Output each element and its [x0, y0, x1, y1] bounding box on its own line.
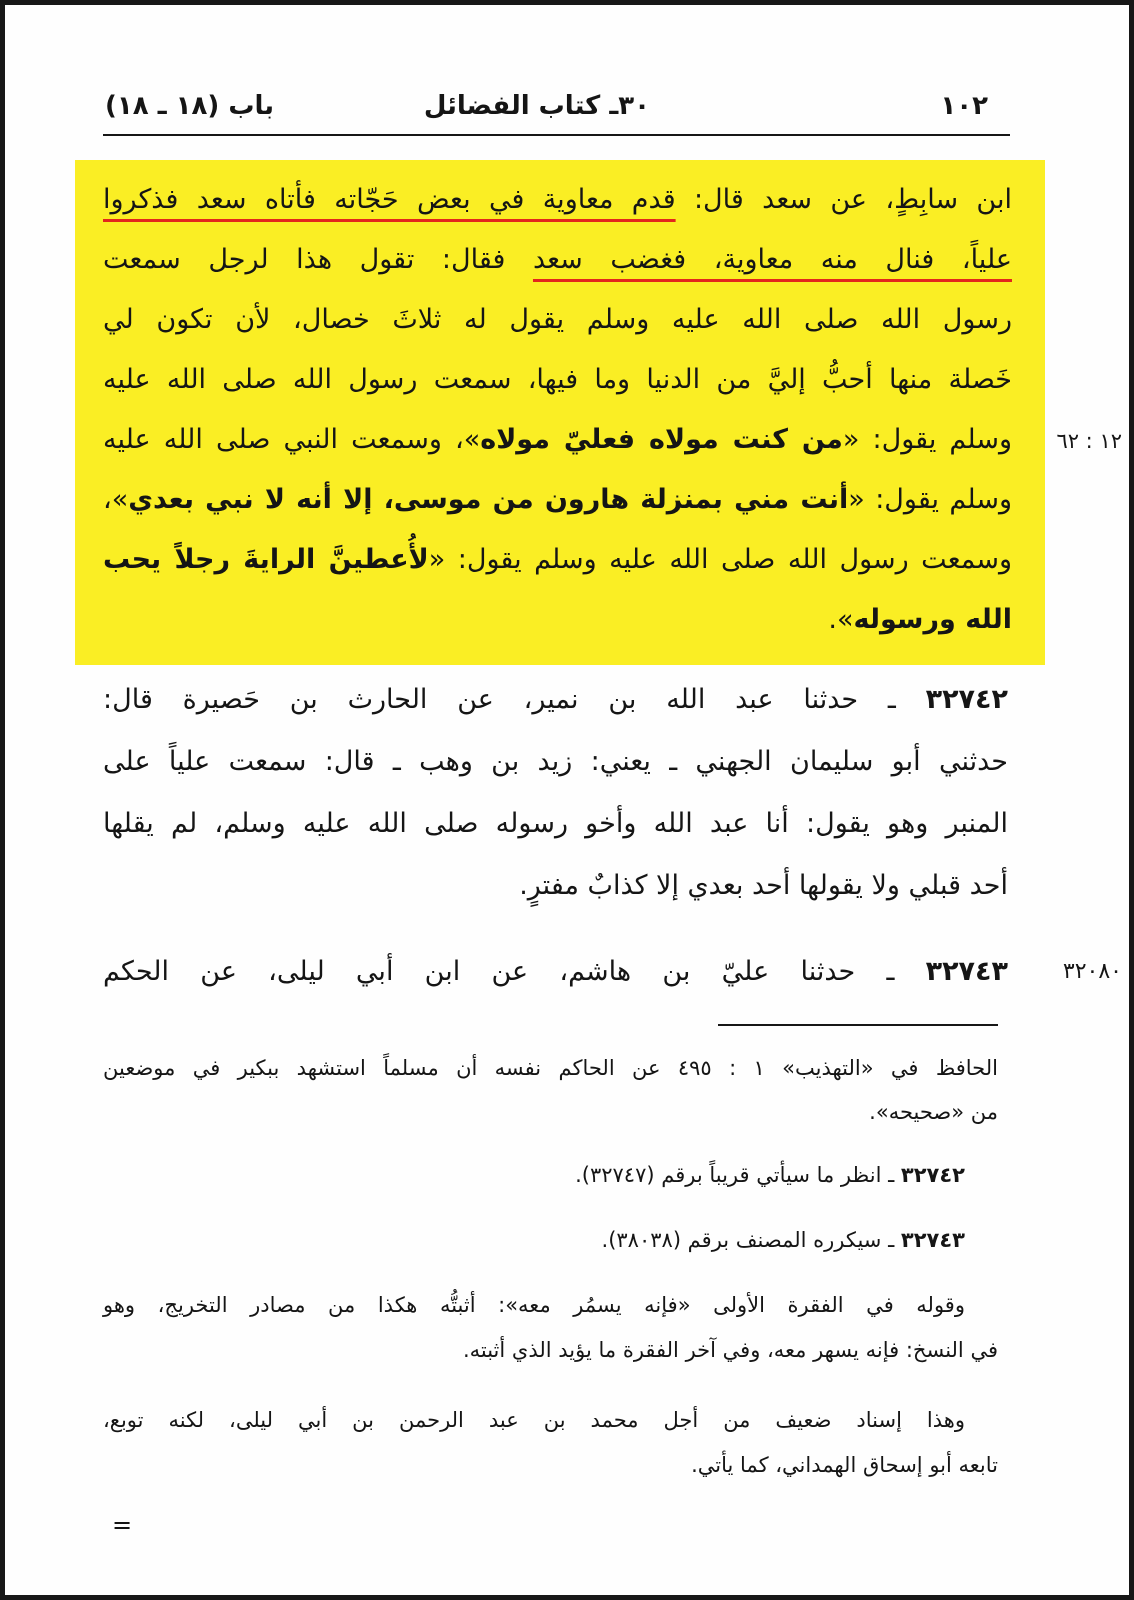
continued-marker: = [112, 1511, 133, 1539]
hadith-32743-paragraph [103, 941, 1008, 1003]
page-header [103, 84, 1010, 128]
quoted-text: من كنت مولاه فعليّ مولاه [480, 424, 843, 455]
quoted-text: لأُعطينَّ الرايةَ رجلاً يحب [103, 544, 429, 575]
chapter-label: باب (١٨ ـ ١٨) [105, 91, 274, 121]
hadith-number: ٣٢٧٤٢ [925, 684, 1008, 715]
passage-line [103, 290, 1012, 350]
quoted-text: الله ورسوله [853, 604, 1012, 635]
passage-text: وسمعت رسول الله صلى الله عليه وسلم يقول: « [428, 544, 1012, 575]
passage-text: رسول الله صلى الله عليه وسلم يقول له ثلاثَ خصال، لأن تكون لي [103, 304, 1012, 335]
footnote-number: ٣٢٧٤٢ [900, 1163, 965, 1187]
margin-volume-page-ref: ١٢ : ٦٢ [1056, 429, 1122, 453]
footnote-continuation [103, 1046, 998, 1134]
hadith-line: أحد قبلي ولا يقولها أحد بعدي إلا كذابٌ مفترٍ. [519, 870, 1008, 901]
underlined-text: علياً، فنال منه معاوية، فغضب سعد [532, 244, 1012, 275]
footnote-line: من «صحيحه». [869, 1100, 998, 1124]
hadith-32742-paragraph [103, 669, 1008, 917]
footnote-line: الحافظ في «التهذيب» ١ : ٤٩٥ عن الحاكم نفسه أن مسلماً استشهد ببكير في موضعين [103, 1056, 998, 1080]
hadith-number: ٣٢٧٤٣ [925, 956, 1008, 987]
footnote-32743 [103, 1218, 998, 1262]
margin-cross-reference: ٣٢٠٨٠ [1062, 959, 1122, 984]
hadith-line: حدثني أبو سليمان الجهني ـ يعني: زيد بن وهب ـ قال: سمعت علياً على [103, 746, 1008, 777]
footnote-remark-wording [103, 1283, 998, 1373]
hadith-line [103, 941, 1008, 1003]
passage-line [103, 530, 1012, 590]
hadith-text: ـ حدثنا عبد الله بن نمير، عن الحارث بن حَصيرة قال: [103, 684, 926, 715]
footnote-32742 [103, 1153, 998, 1197]
hadith-line: المنبر وهو يقول: أنا عبد الله وأخو رسوله صلى الله عليه وسلم، لم يقلها [103, 808, 1008, 839]
footnote-number: ٣٢٧٤٣ [900, 1228, 965, 1252]
passage-text: ابن سابِطٍ، عن سعد قال: [675, 184, 1012, 215]
passage-text: »، وسمعت النبي صلى الله عليه [103, 424, 481, 455]
passage-text: فقال: تقول هذا لرجل سمعت [103, 244, 533, 275]
footnote-line: تابعه أبو إسحاق الهمداني، كما يأتي. [691, 1453, 998, 1477]
page-number: ١٠٢ [940, 91, 988, 121]
highlighted-passage [103, 170, 1012, 650]
book-title: ٣٠ـ كتاب الفضائل [423, 91, 650, 121]
passage-line [103, 410, 1012, 470]
hadith-line [103, 669, 1008, 731]
passage-line [103, 230, 1012, 290]
underlined-text: قدم معاوية في بعض حَجّاته فأتاه سعد فذكروا [103, 184, 676, 215]
passage-line [103, 170, 1012, 230]
passage-text: وسلم يقول: « [848, 484, 1012, 515]
passage-text: وسلم يقول: « [842, 424, 1012, 455]
footnote-remark-isnad [103, 1398, 998, 1488]
hadith-text: ـ حدثنا عليّ بن هاشم، عن ابن أبي ليلى، عن الحكم [103, 956, 926, 987]
footnote-line: في النسخ: فإنه يسهر معه، وفي آخر الفقرة ما يؤيد الذي أثبته. [462, 1338, 998, 1362]
footnote-line [103, 1218, 998, 1262]
header-rule [103, 134, 1010, 136]
passage-line [103, 350, 1012, 410]
passage-text: خَصلة منها أحبُّ إليَّ من الدنيا وما فيها، سمعت رسول الله صلى الله عليه [103, 364, 1012, 395]
footnote-text: ـ سيكرره المصنف برقم (٣٨٠٣٨). [601, 1228, 901, 1252]
quoted-text: أنت مني بمنزلة هارون من موسى، إلا أنه لا نبي بعدي [128, 484, 849, 515]
passage-text: ». [828, 604, 854, 635]
passage-line [103, 470, 1012, 530]
footnote-line: وقوله في الفقرة الأولى «فإنه يسمُر معه»: أثبتُّه هكذا من مصادر التخريج، وهو [103, 1293, 965, 1317]
footnote-text: ـ انظر ما سيأتي قريباً برقم (٣٢٧٤٧). [575, 1163, 901, 1187]
footnote-line [103, 1153, 998, 1197]
footnote-line: وهذا إسناد ضعيف من أجل محمد بن عبد الرحمن بن أبي ليلى، لكنه توبع، [103, 1408, 965, 1432]
footnote-separator [718, 1024, 998, 1026]
passage-text: »، [103, 484, 129, 515]
passage-line [103, 590, 1012, 650]
